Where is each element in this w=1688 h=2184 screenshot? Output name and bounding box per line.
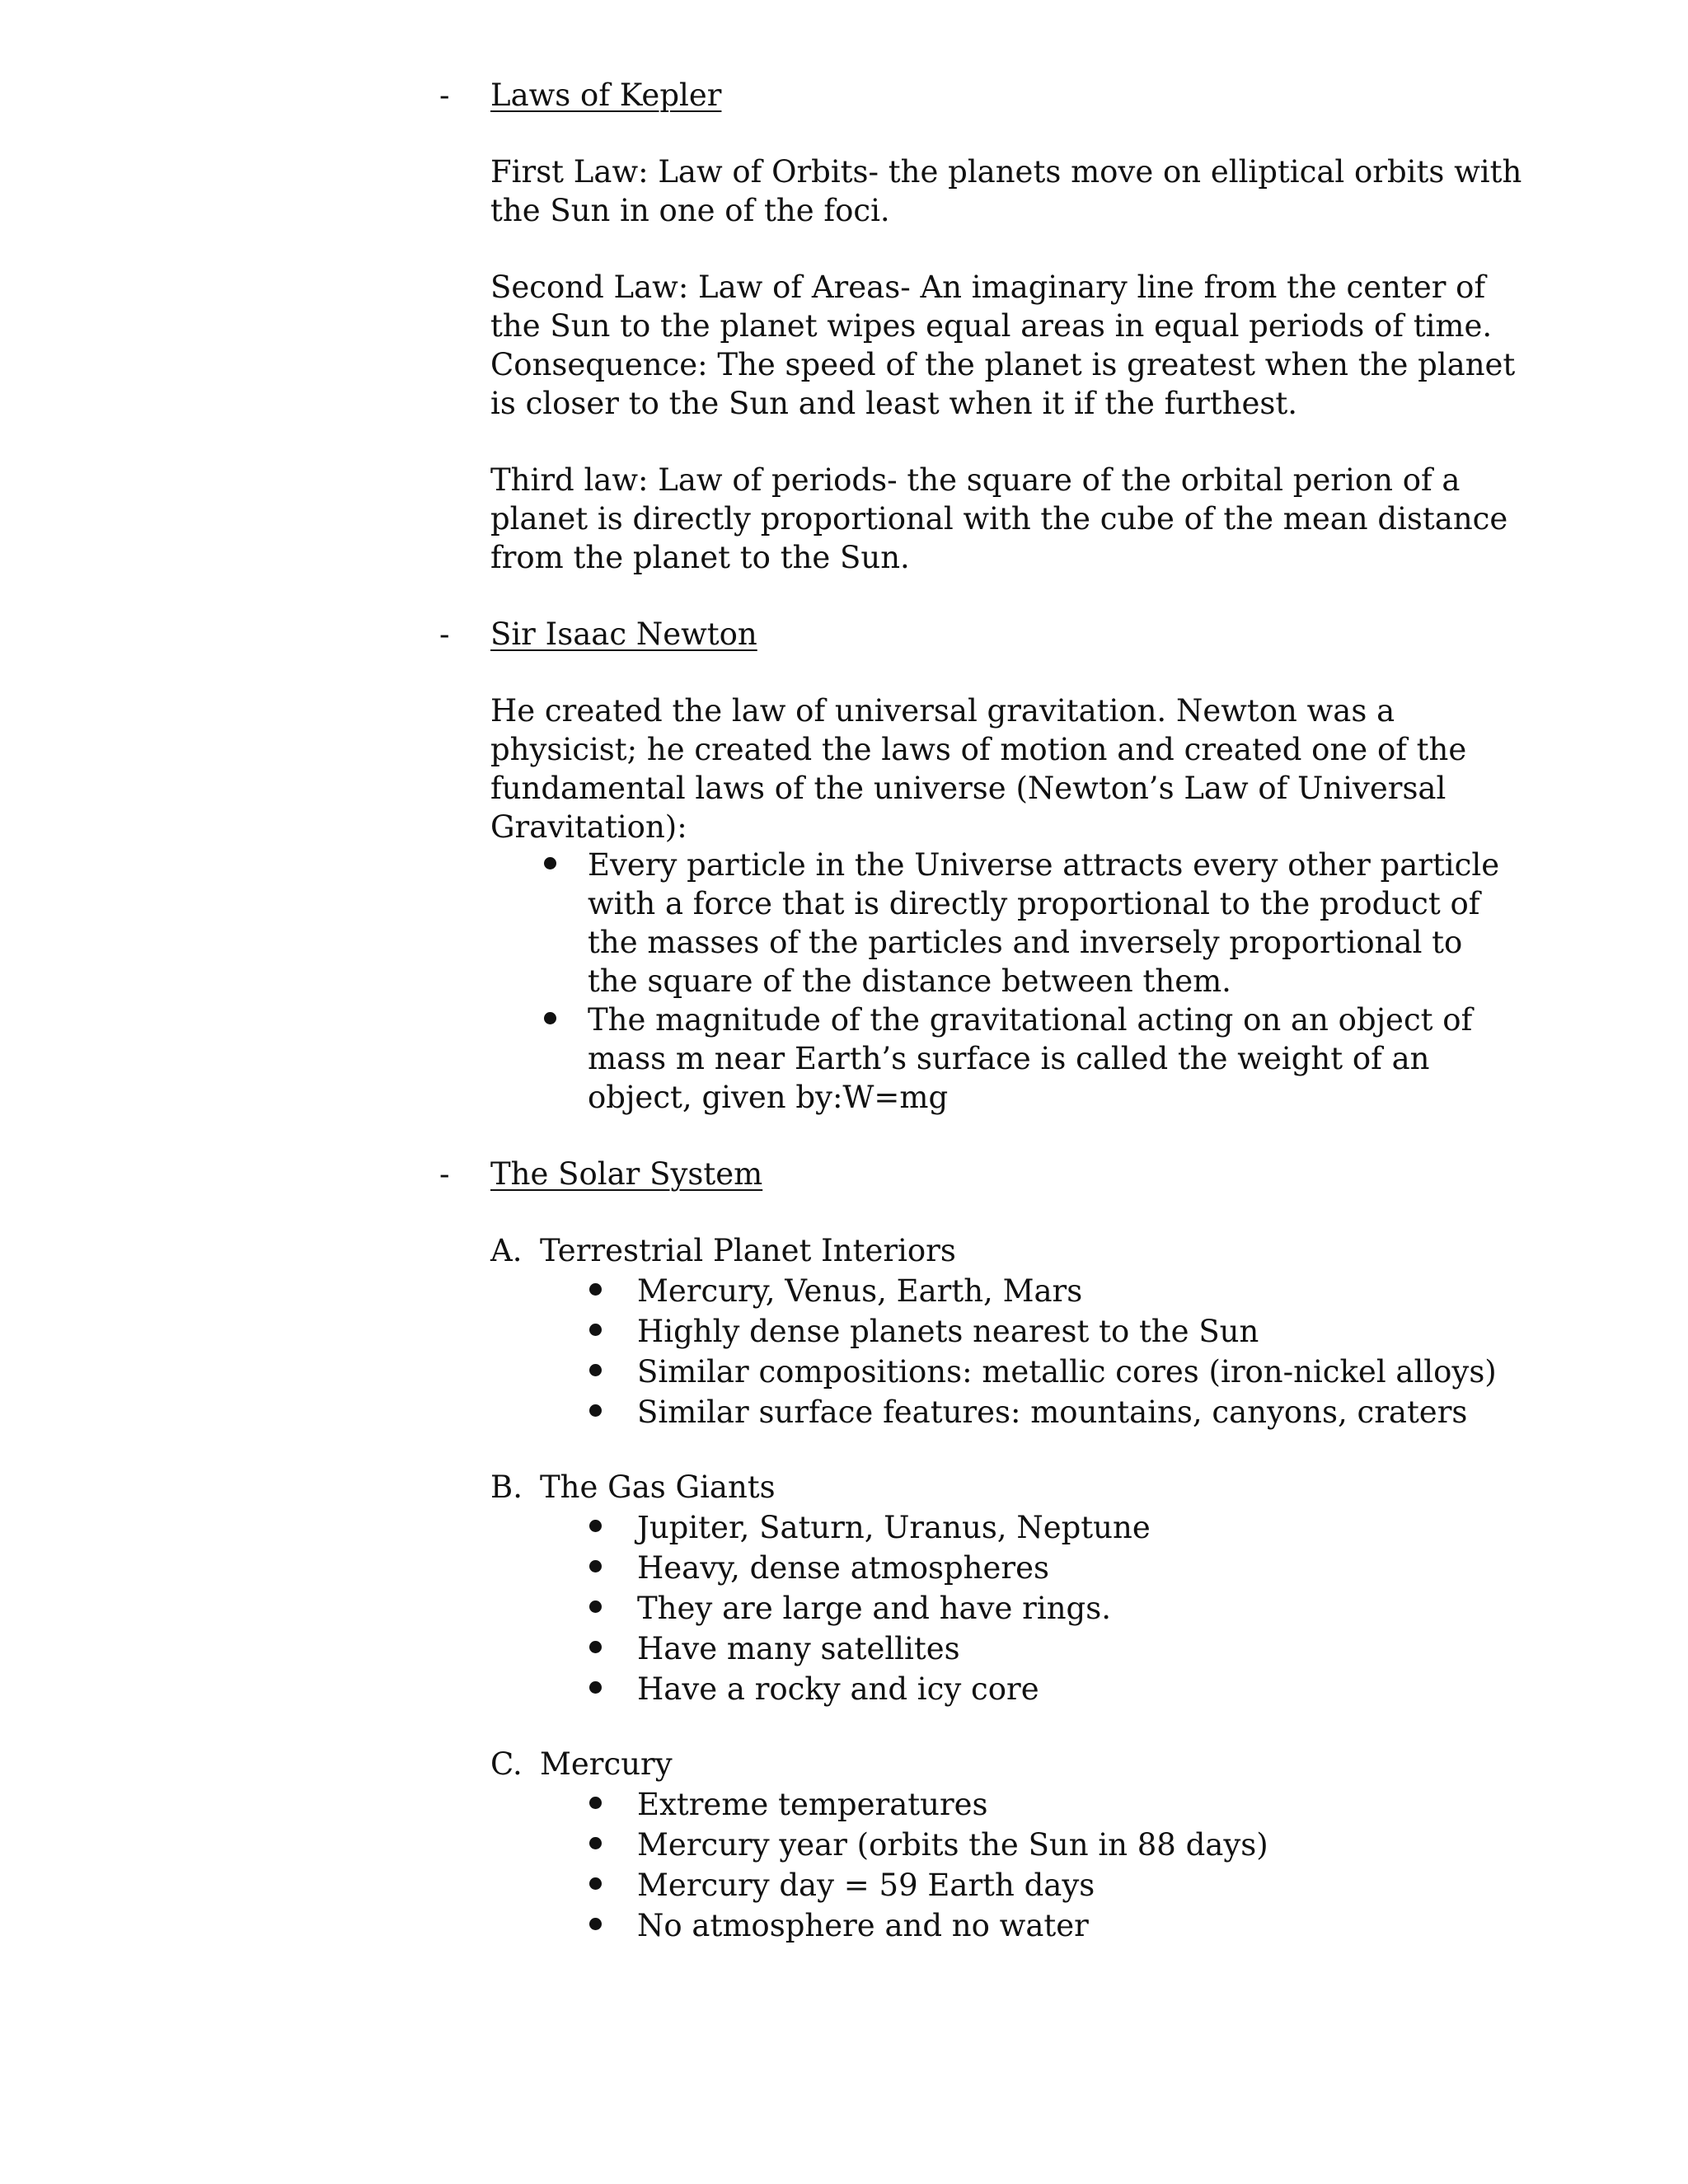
bullet-icon (589, 1283, 602, 1296)
paragraph-line: the Sun to the planet wipes equal areas in equal periods of time. (490, 308, 1493, 344)
list-item: Have many satellites (637, 1631, 960, 1666)
bullet-icon (589, 1641, 602, 1653)
bullet-icon (589, 1560, 602, 1572)
paragraph-line: Consequence: The speed of the planet is greatest when the planet (490, 347, 1516, 382)
paragraph-line: Gravitation): (490, 809, 687, 845)
list-item: No atmosphere and no water (637, 1908, 1089, 1943)
bullet-line: The magnitude of the gravitational acting on an object of (588, 1002, 1473, 1038)
bullet-icon (589, 1681, 602, 1694)
bullet-line: Every particle in the Universe attracts every other particle (588, 847, 1500, 883)
group-letter: B. (490, 1469, 523, 1505)
bullet-line: with a force that is directly proportional to the product of (588, 886, 1480, 921)
paragraph-line: Third law: Law of periods- the square of the orbital perion of a (490, 462, 1461, 498)
bullet-icon (589, 1877, 602, 1890)
bullet-icon (589, 1364, 602, 1376)
list-item: Jupiter, Saturn, Uranus, Neptune (637, 1510, 1151, 1545)
list-item: They are large and have rings. (637, 1591, 1111, 1626)
list-item: Mercury, Venus, Earth, Mars (637, 1273, 1083, 1309)
paragraph-line: He created the law of universal gravitation. Newton was a (490, 693, 1395, 729)
section-dash: - (439, 616, 450, 652)
bullet-icon (589, 1324, 602, 1336)
section-heading-solar-system: The Solar System (490, 1156, 763, 1192)
group-letter: A. (490, 1233, 523, 1268)
list-item: Mercury year (orbits the Sun in 88 days) (637, 1827, 1268, 1863)
bullet-icon (589, 1601, 602, 1613)
paragraph-line: planet is directly proportional with the cube of the mean distance (490, 501, 1508, 537)
list-item: Extreme temperatures (637, 1787, 988, 1822)
paragraph-line: fundamental laws of the universe (Newton’s Law of Universal (490, 771, 1447, 806)
paragraph-line: physicist; he created the laws of motion and created one of the (490, 732, 1467, 767)
list-item: Similar surface features: mountains, canyons, craters (637, 1394, 1468, 1430)
bullet-icon (589, 1797, 602, 1809)
bullet-line: object, given by:W=mg (588, 1080, 949, 1115)
group-letter: C. (490, 1746, 523, 1782)
bullet-icon (589, 1404, 602, 1417)
group-title: Terrestrial Planet Interiors (540, 1233, 956, 1268)
paragraph-line: is closer to the Sun and least when it if the furthest. (490, 386, 1298, 421)
list-item: Heavy, dense atmospheres (637, 1550, 1049, 1586)
list-item: Have a rocky and icy core (637, 1671, 1039, 1707)
bullet-icon (589, 1837, 602, 1849)
paragraph-line: Second Law: Law of Areas- An imaginary line from the center of (490, 269, 1486, 305)
bullet-icon (544, 1012, 556, 1024)
group-title: The Gas Giants (540, 1469, 776, 1505)
bullet-icon (544, 857, 556, 869)
list-item: Mercury day = 59 Earth days (637, 1868, 1095, 1903)
paragraph-line: the Sun in one of the foci. (490, 193, 890, 228)
section-heading-kepler: Laws of Kepler (490, 77, 722, 113)
section-heading-newton: Sir Isaac Newton (490, 616, 757, 652)
list-item: Highly dense planets nearest to the Sun (637, 1314, 1259, 1349)
bullet-line: the square of the distance between them. (588, 963, 1231, 999)
list-item: Similar compositions: metallic cores (iron-nickel alloys) (637, 1354, 1497, 1390)
paragraph-line: from the planet to the Sun. (490, 540, 910, 575)
group-title: Mercury (540, 1746, 673, 1782)
bullet-line: mass m near Earth’s surface is called the weight of an (588, 1041, 1430, 1076)
bullet-icon (589, 1918, 602, 1930)
section-dash: - (439, 77, 450, 113)
section-dash: - (439, 1156, 450, 1192)
bullet-line: the masses of the particles and inversely proportional to (588, 925, 1463, 960)
paragraph-line: First Law: Law of Orbits- the planets move on elliptical orbits with (490, 154, 1522, 190)
bullet-icon (589, 1520, 602, 1532)
